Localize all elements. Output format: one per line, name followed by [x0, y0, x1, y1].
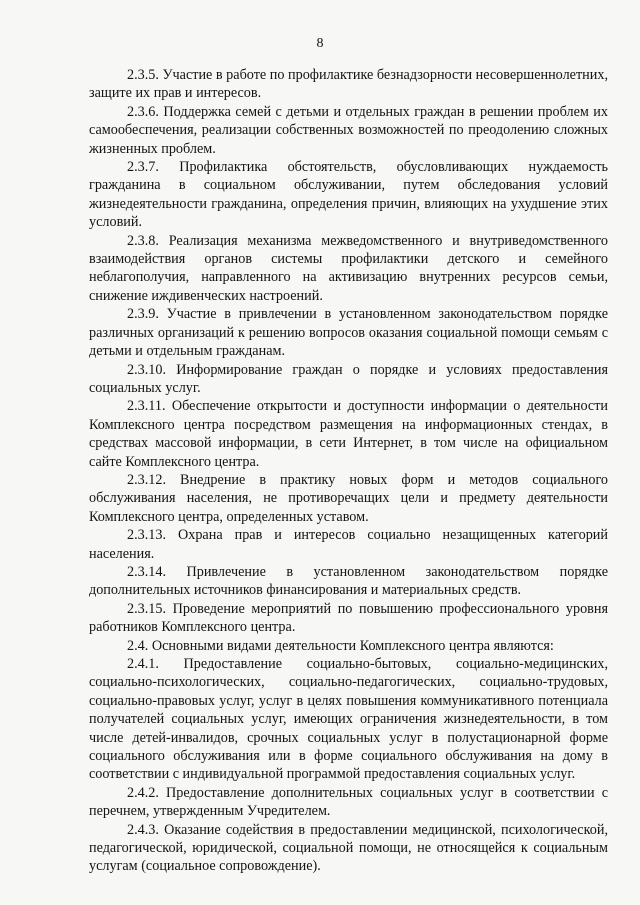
paragraph-2-3-15: 2.3.15. Проведение мероприятий по повышению профессионального уровня работников Комплексного центра.	[89, 600, 608, 636]
paragraph-2-3-6: 2.3.6. Поддержка семей с детьми и отдельных граждан в решении проблем их самообеспечения, реализации собственных возможностей по преодолению сложных жизненных проблем.	[89, 103, 608, 157]
paragraph-2-3-11: 2.3.11. Обеспечение открытости и доступности информации о деятельности Комплексного центра посредством размещения на информационных стендах, в средствах массовой информации, в сети Интернет, в том числе на официальном сайте Комплексного центра.	[89, 398, 608, 470]
paragraph-2-3-13: 2.3.13. Охрана прав и интересов социально незащищенных категорий населения.	[89, 527, 608, 562]
page-number: 8	[316, 36, 324, 51]
paragraph-2-3-12: 2.3.12. Внедрение в практику новых форм и методов социального обслуживания населения, не противоречащих цели и предмету деятельности Комплексного центра, определенных уставом.	[89, 471, 608, 525]
paragraph-2-3-10: 2.3.10. Информирование граждан о порядке и условиях предоставления социальных услуг.	[89, 361, 608, 396]
paragraph-2-3-7: 2.3.7. Профилактика обстоятельств, обусловливающих нуждаемость гражданина в социальном обслуживании, путем обследования условий жизнедеятельности гражданина, определения причин, влияющих на ухудшение этих условий.	[89, 159, 608, 231]
paragraph-2-3-9: 2.3.9. Участие в привлечении в установленном законодательством порядке различных организаций к решению вопросов оказания социальной помощи семьям с детьми и отдельным гражданам.	[89, 306, 608, 360]
paragraph-2-3-14: 2.3.14. Привлечение в установленном законодательством порядке дополнительных источников финансирования и материальных средств.	[89, 563, 608, 599]
paragraph-2-4-1: 2.4.1. Предоставление социально-бытовых, социально-медицинских, социально-психологических, социально-педагогических, социально-трудовых, социально-правовых услуг, услуг в целях повышения коммуникативного потенциала получателей социальных услуг, имеющих ограничения жизнедеятельности, в том числе детей-инвалидов, срочных социальных услуг в полустационарной форме социального обслуживания или в форме социального обслуживания на дому в соответствии с индивидуальной программой предоставления социальных услуг.	[89, 656, 608, 783]
paragraph-2-3-8: 2.3.8. Реализация механизма межведомственного и внутриведомственного взаимодействия органов системы профилактики детского и семейного неблагополучия, направленного на активизацию внутренних ресурсов семьи, снижение иждивенческих настроений.	[89, 232, 608, 304]
document-body	[89, 66, 608, 876]
paragraph-2-4-3: 2.4.3. Оказание содействия в предоставлении медицинской, психологической, педагогической, юридической, социальной помощи, не относящейся к социальным услугам (социальное сопровождение).	[89, 821, 608, 875]
paragraph-2-4-2: 2.4.2. Предоставление дополнительных социальных услуг в соответствии с перечнем, утвержденным Учредителем.	[89, 784, 608, 820]
paragraph-2-4: 2.4. Основными видами деятельности Комплексного центра являются:	[127, 637, 554, 654]
paragraph-2-3-5: 2.3.5. Участие в работе по профилактике безнадзорности несовершеннолетних, защите их прав и интересов.	[89, 67, 608, 102]
